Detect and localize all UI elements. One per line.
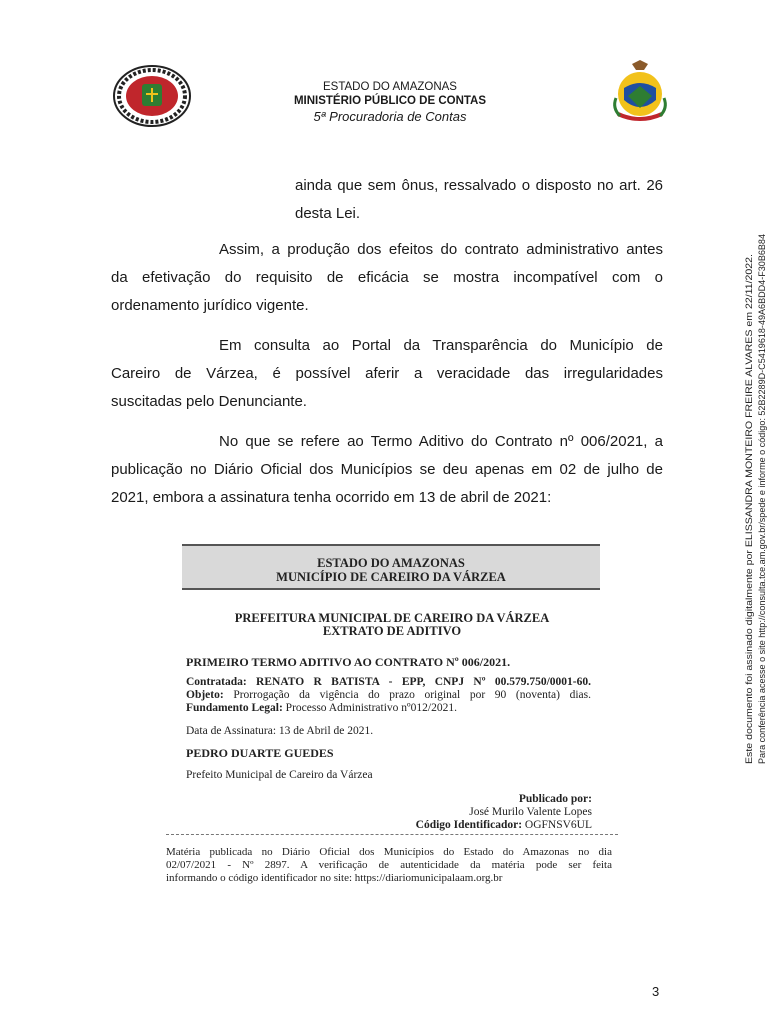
clipping-footer — [166, 846, 612, 885]
objeto-label: Objeto: — [186, 689, 224, 701]
paragraph-line: No que se refere ao Termo Aditivo do Contrato nº 006/2021, a — [219, 433, 663, 450]
codigo-label: Código Identificador: — [415, 819, 523, 831]
mpc-seal-logo — [112, 64, 192, 128]
signature-line-2: Para conferência acesse o site http://consulta.tce.am.gov.br/spede e informe o código: 52B2289D-C5419618-49A6BDD4-F30B6B84 — [757, 236, 767, 764]
clipping-contratada — [186, 676, 591, 689]
clipping-fundamento — [186, 702, 457, 715]
clipping-footer-line: Matéria publicada no Diário Oficial dos Municípios do Estado do Amazonas no dia — [166, 846, 612, 858]
digital-signature-note — [738, 224, 777, 764]
paragraph-line: Careiro de Várzea, é possível aferir a veracidade das irregularidades — [111, 365, 663, 382]
paragraph-line: ainda que sem ônus, ressalvado o disposto no art. 26 — [295, 177, 663, 194]
paragraph-line: suscitadas pelo Denunciante. — [111, 393, 307, 410]
clipping-header — [182, 544, 600, 590]
paragraph-3 — [111, 332, 663, 416]
clipping-codigo — [416, 819, 592, 832]
header-procuradoria: 5ª Procuradoria de Contas — [313, 109, 467, 124]
clipping-head-state: ESTADO DO AMAZONAS — [317, 556, 465, 570]
clipping-publicado-label: Publicado por: — [518, 793, 592, 805]
paragraph-2 — [111, 236, 663, 320]
paragraph-4 — [111, 428, 663, 512]
paragraph-line: publicação no Diário Oficial dos Municípios se deu apenas em 02 de julho de — [111, 461, 663, 478]
clipping-head-municipality: MUNICÍPIO DE CAREIRO DA VÁRZEA — [276, 570, 506, 584]
clipping-item-title: PRIMEIRO TERMO ADITIVO AO CONTRATO Nº 006/2021. — [186, 655, 511, 669]
clipping-divider — [166, 834, 618, 835]
fundamento-label: Fundamento Legal: — [186, 702, 283, 714]
paragraph-line: 2021, embora a assinatura tenha ocorrido em 13 de abril de 2021: — [111, 489, 552, 506]
clipping-title-prefeitura: PREFEITURA MUNICIPAL DE CAREIRO DA VÁRZEA — [234, 611, 550, 625]
clipping-signer: PEDRO DUARTE GUEDES — [186, 746, 334, 760]
paragraph-line: da efetivação do requisito de eficácia se mostra incompatível com o — [111, 269, 663, 286]
codigo-value: OGFNSV6UL — [524, 819, 592, 831]
signature-line-1: Este documento foi assinado digitalmente por ELISSANDRA MONTEIRO FREIRE ALVARES em 22/11/2022. — [744, 329, 754, 764]
gazette-clipping — [166, 540, 618, 900]
header-state: ESTADO DO AMAZONAS — [323, 81, 457, 93]
clipping-footer-line: informando o código identificador no site: https://diariomunicipalaam.org.br — [166, 872, 503, 884]
paragraph-line: desta Lei. — [295, 205, 361, 222]
page-number: 3 — [652, 984, 660, 999]
contratada-value: RENATO R BATISTA - EPP, CNPJ Nº 00.579.750/0001-60. — [256, 676, 591, 688]
paragraph-line: Assim, a produção dos efeitos do contrato administrativo antes — [219, 241, 663, 258]
clipping-objeto — [186, 689, 591, 702]
paragraph-line: ordenamento jurídico vigente. — [111, 297, 309, 314]
paragraph-1 — [111, 172, 663, 228]
clipping-data-assinatura: Data de Assinatura: 13 de Abril de 2021. — [186, 725, 374, 737]
clipping-title-extrato: EXTRATO DE ADITIVO — [322, 624, 462, 638]
clipping-signer-role: Prefeito Municipal de Careiro da Várzea — [186, 769, 373, 781]
clipping-publicado-name: José Murilo Valente Lopes — [469, 806, 592, 818]
fundamento-value: Processo Administrativo nº012/2021. — [285, 702, 457, 714]
paragraph-line: Em consulta ao Portal da Transparência do Município de — [219, 337, 663, 354]
objeto-value: Prorrogação da vigência do prazo original por 90 (noventa) dias. — [233, 689, 591, 701]
contratada-label: Contratada: — [186, 676, 247, 688]
header-ministry: MINISTÉRIO PÚBLICO DE CONTAS — [293, 95, 487, 107]
clipping-footer-line: 02/07/2021 - Nº 2897. A verificação de autenticidade da matéria pode ser feita — [166, 859, 612, 871]
amazonas-coat-of-arms-logo — [610, 58, 670, 124]
